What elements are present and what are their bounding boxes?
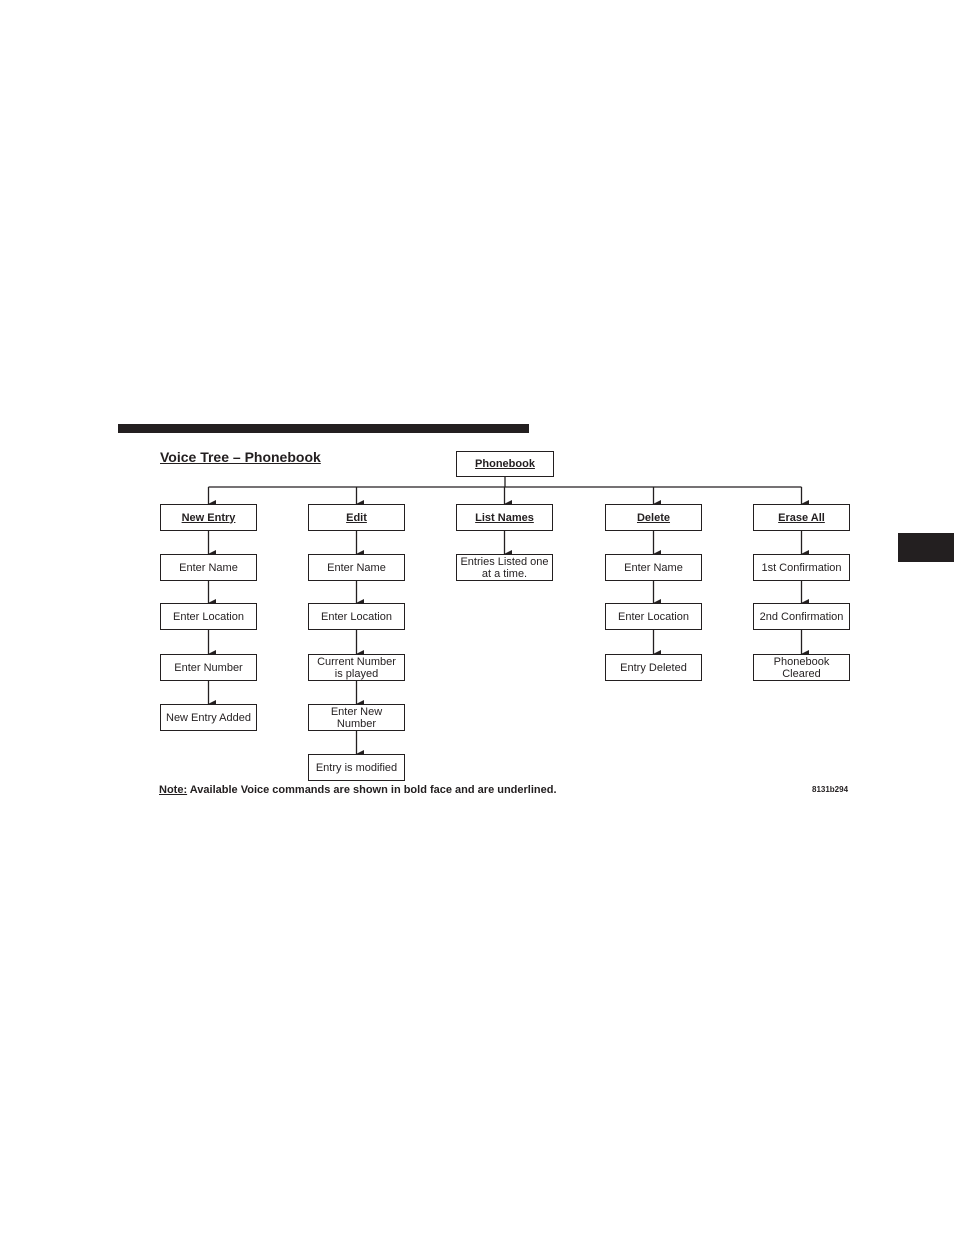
figure-id: 8131b294 [812, 785, 849, 794]
new-entry-step-box: Enter Number [160, 654, 257, 681]
edit-command-box: Edit [308, 504, 405, 531]
new-entry-step-box: Enter Location [160, 603, 257, 630]
edit-step-box: Enter Location [308, 603, 405, 630]
edit-step-box: Enter Name [308, 554, 405, 581]
note-label: Note: [159, 784, 188, 796]
edit-step-box: Enter New Number [308, 704, 405, 731]
phonebook-command-box: Phonebook [456, 451, 554, 477]
note-text: Available Voice commands are shown in bold face and are underlined. [187, 784, 557, 796]
list-names-step-box: Entries Listed one at a time. [456, 554, 553, 581]
delete-step-box: Enter Location [605, 603, 702, 630]
note [159, 784, 557, 796]
delete-step-box: Enter Name [605, 554, 702, 581]
delete-command-box: Delete [605, 504, 702, 531]
new-entry-step-box: Enter Name [160, 554, 257, 581]
erase-all-step-box: Phonebook Cleared [753, 654, 850, 681]
diagram-title: Voice Tree – Phonebook [160, 449, 321, 465]
edit-step-box: Entry is modified [308, 754, 405, 781]
list-names-command-box: List Names [456, 504, 553, 531]
erase-all-step-box: 1st Confirmation [753, 554, 850, 581]
new-entry-command-box: New Entry [160, 504, 257, 531]
erase-all-step-box: 2nd Confirmation [753, 603, 850, 630]
edit-step-box: Current Number is played [308, 654, 405, 681]
erase-all-command-box: Erase All [753, 504, 850, 531]
delete-step-box: Entry Deleted [605, 654, 702, 681]
new-entry-step-box: New Entry Added [160, 704, 257, 731]
